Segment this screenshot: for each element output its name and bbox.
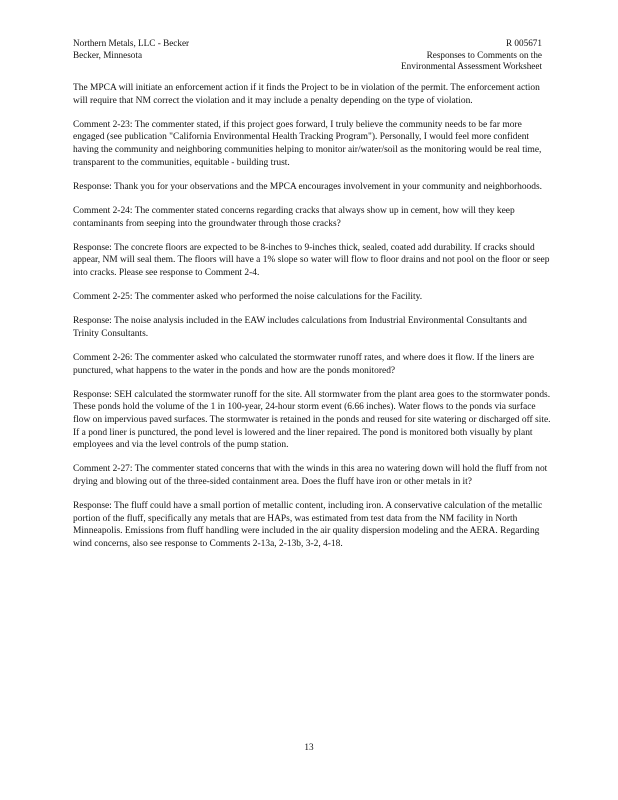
comment-2-27: Comment 2-27: The commenter stated concerns that with the winds in this area no watering down will hold the fluff from not drying and blowing out of the three-sided containment area. Does the fluff have iron or other metals in it? [73,464,548,487]
response-2-24: Response: The concrete floors are expected to be 8-inches to 9-inches thick, sealed, coated add durability. If cracks should appear, NM will seal them. The floors will have a 1% slope so water will flow to floor drains and not pool on the floor or seep into cracks. Please see response to Comment 2-4. [73,242,550,278]
header-title-line1: Responses to Comments on the [426,49,542,60]
comment-2-26: Comment 2-26: The commenter asked who calculated the stormwater runoff rates, and where does it flow. If the liners are punctured, what happens to the water in the ponds and how are the ponds monitored? [73,353,535,376]
header-title-line2: Environmental Assessment Worksheet [401,61,542,71]
comment-2-24: Comment 2-24: The commenter stated concerns regarding cracks that always show up in cement, how will they keep contaminants from seeping into the groundwater through those cracks? [73,205,515,229]
paragraph-enforcement: The MPCA will initiate an enforcement action if it finds the Project to be in violation of the permit. The enforcement action will require that NM correct the violation and it may include a penalty depending on the type of violation. [73,83,540,106]
comment-2-23: Comment 2-23: The commenter stated, if this project goes forward, I truly believe the community needs to be far more engaged (see publication "California Environmental Health Tracking Program"). Personally, I would feel more confident having the community and neighboring communities helping to monitor air/water/soil as the monitoring would be real time, transparent to the communities, equitable - building trust. [73,119,542,168]
response-2-25: Response: The noise analysis included in the EAW includes calculations from Industrial Environmental Consultants and Trinity Consultants. [73,316,527,339]
response-2-27: Response: The fluff could have a small portion of metallic content, including iron. A conservative calculation of the metallic portion of the fluff, specifically any metals that are HAPs, was estimated from test data from the NM facility in North Minneapolis. Emissions from fluff handling were included in the air quality dispersion modeling and the AERA. Regarding wind concerns, also see response to Comments 2-13a, 2-13b, 3-2, 4-18. [73,501,543,549]
response-2-26: Response: SEH calculated the stormwater runoff for the site. All stormwater from the plant area goes to the stormwater ponds. These ponds hold the volume of the 1 in 100-year, 24-hour storm event (6.66 inches). Water flows to the ponds via surface flow on impervious paved surfaces. The stormwater is retained in the ponds and reused for site watering or discharged off site. If a pond liner is punctured, the pond level is lowered and the liner repaired. The pond is monitored both visually by plant employees and via the level controls of the pump station. [73,389,551,451]
header-company: Northern Metals, LLC - Becker [73,38,190,48]
document-number: R 005671 [506,38,542,48]
document-body [73,82,551,562]
comment-2-25: Comment 2-25: The commenter asked who performed the noise calculations for the Facility. [73,292,423,303]
header-left [73,38,189,61]
header-right [401,38,542,73]
page-number: 13 [304,742,314,752]
response-2-23: Response: Thank you for your observations and the MPCA encourages involvement in your community and neighborhoods. [73,181,543,192]
header-location: Becker, Minnesota [73,49,143,60]
